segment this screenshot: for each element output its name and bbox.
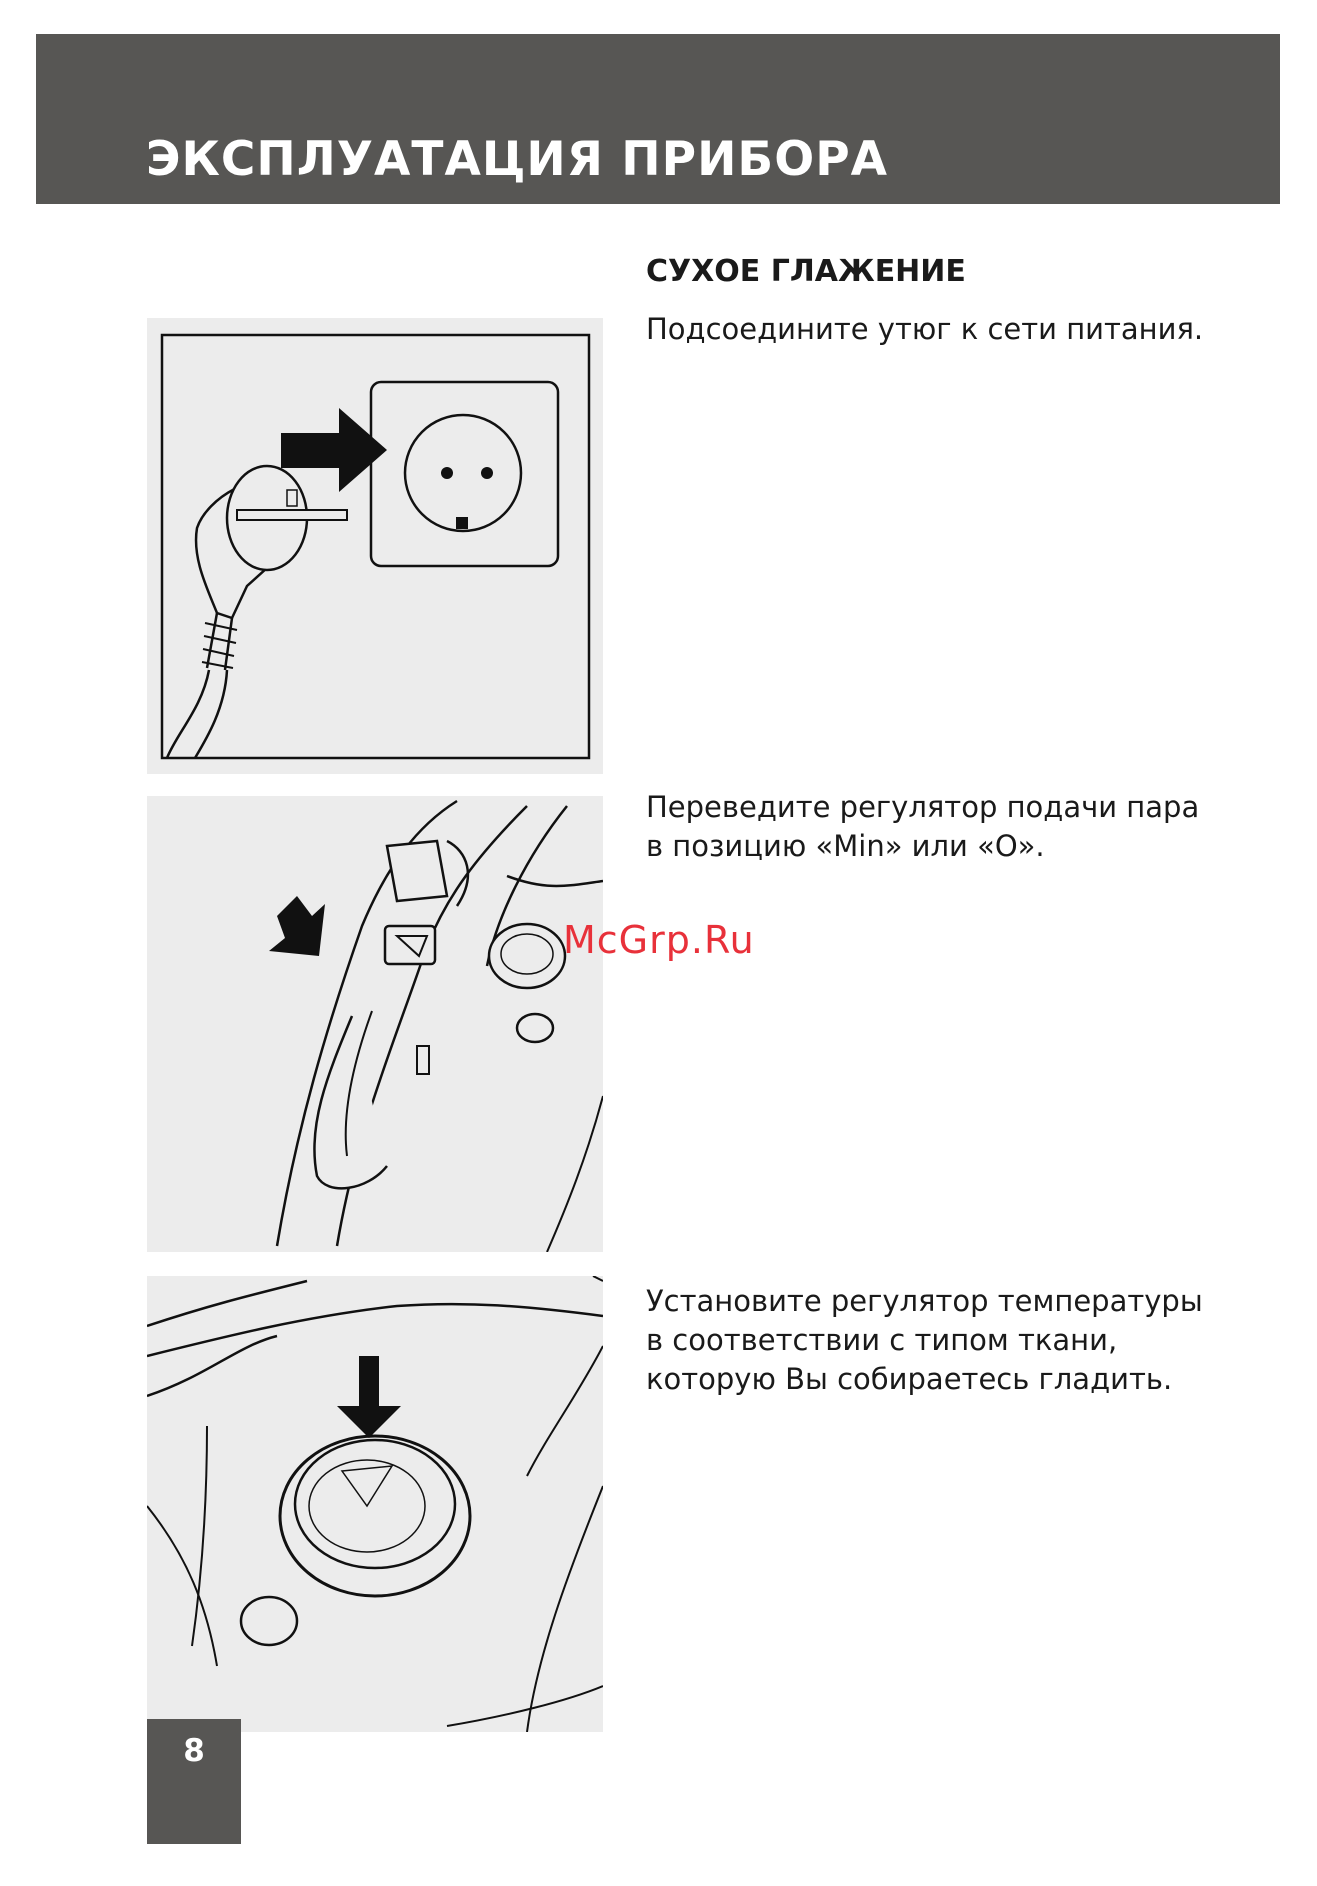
plug-socket-drawing [147, 318, 603, 774]
watermark: McGrp.Ru [563, 918, 755, 962]
step-2-line: Переведите регулятор подачи пара [646, 790, 1200, 824]
page-title: ЭКСПЛУАТАЦИЯ ПРИБОРА [146, 132, 889, 187]
step-2-text [646, 788, 1206, 866]
step-3-text [646, 1282, 1206, 1399]
step-3-line: в соответствии с типом ткани, [646, 1323, 1118, 1357]
arrow-down-right-icon [269, 896, 325, 956]
step-2-line: в позицию «Min» или «O». [646, 829, 1045, 863]
temperature-dial-illustration [147, 1276, 603, 1732]
header-bar [36, 34, 1280, 204]
plug-socket-illustration [147, 318, 603, 774]
arrow-down-icon [337, 1356, 401, 1438]
section-title: СУХОЕ ГЛАЖЕНИЕ [646, 254, 966, 289]
page-number: 8 [183, 1733, 205, 1769]
iron-steam-drawing [147, 796, 603, 1252]
step-3-line: Установите регулятор температуры [646, 1284, 1203, 1318]
iron-dial-drawing [147, 1276, 603, 1732]
step-1-line: Подсоедините утюг к сети питания. [646, 312, 1204, 346]
page-number-box [147, 1719, 241, 1844]
step-1-text [646, 310, 1206, 349]
step-3-line: которую Вы собираетесь гладить. [646, 1362, 1173, 1396]
steam-regulator-illustration [147, 796, 603, 1252]
